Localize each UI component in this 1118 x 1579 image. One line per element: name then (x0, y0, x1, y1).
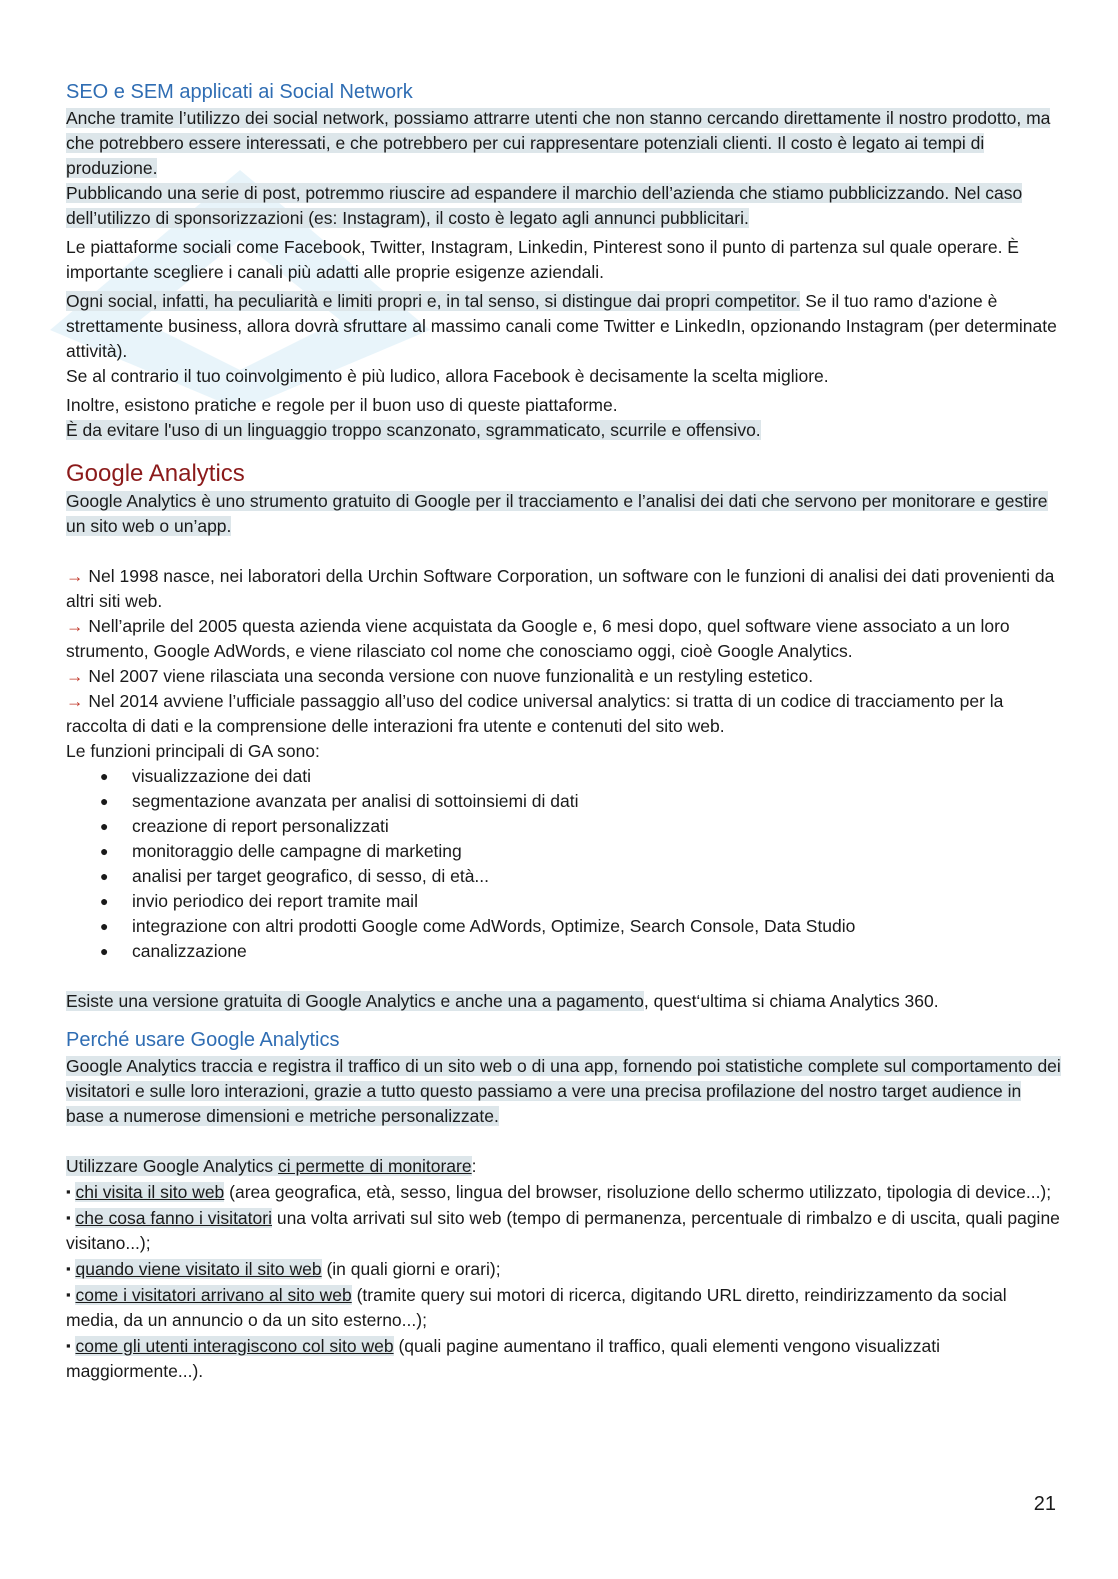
history-item-text: Nel 2014 avviene l’ufficiale passaggio all’uso del codice universal analytics: si tratta di un codice di tracciamento per la raccolta di dati e la comprensione delle interazioni fra utente e contenuti del sito web. (66, 691, 1004, 736)
history-item-text: Nell’aprile del 2005 questa azienda viene acquistata da Google e, 6 mesi dopo, quel software viene associato a un loro strumento, Google AdWords, e viene rilasciato col nome che conosciamo oggi, cioè Google Analytics. (66, 616, 1010, 661)
paragraph-why-ga (66, 1054, 1062, 1129)
history-item (66, 614, 1062, 664)
square-bullet-icon: ▪ (66, 1338, 71, 1353)
section-google-analytics (66, 459, 1062, 1014)
arrow-icon: → (66, 691, 84, 711)
arrow-icon: → (66, 666, 84, 686)
monitor-item (66, 1333, 1062, 1384)
monitor-item-key: come i visitatori arrivano al sito web (75, 1285, 352, 1305)
arrow-icon: → (66, 566, 84, 586)
monitor-item-rest: una volta arrivati sul sito web (tempo di permanenza, percentuale di rimbalzo e di uscita, quali pagine visitano...); (66, 1208, 1060, 1253)
paragraph-rules: Inoltre, esistono pratiche e regole per il buon uso di queste piattaforme. (66, 395, 618, 415)
paragraph-versions-rest: , quest‘ultima si chiama Analytics 360. (643, 991, 939, 1011)
square-bullet-icon: ▪ (66, 1261, 71, 1276)
list-item: ● integrazione con altri prodotti Google come AdWords, Optimize, Search Console, Data Studio (100, 914, 1062, 939)
square-bullet-icon: ▪ (66, 1287, 71, 1302)
page-content (66, 78, 1062, 1384)
monitor-item-key: che cosa fanno i visitatori (75, 1208, 272, 1228)
page-number: 21 (1033, 1493, 1056, 1515)
history-item (66, 664, 1062, 689)
square-bullet-icon: ▪ (66, 1184, 71, 1199)
monitor-item-key: chi visita il sito web (75, 1182, 225, 1202)
monitor-item-key: come gli utenti interagiscono col sito web (75, 1336, 394, 1356)
monitor-item (66, 1205, 1062, 1256)
heading-seo-sem-social: SEO e SEM applicati ai Social Network (66, 81, 413, 103)
monitor-item-key: quando viene visitato il sito web (75, 1259, 322, 1279)
functions-list (66, 764, 1062, 964)
list-item: ● monitoraggio delle campagne di marketing (100, 839, 1062, 864)
square-bullet-icon: ▪ (66, 1210, 71, 1225)
paragraph-post-sponsor (66, 181, 1062, 231)
monitor-item-rest: (tramite query sui motori di ricerca, digitando URL diretto, reindirizzamento da social media, da un annuncio o da un sito esterno...); (66, 1285, 1007, 1330)
paragraph-peculiarities (66, 289, 1062, 364)
paragraph-social-intro: Anche tramite l’utilizzo dei social network, possiamo attrarre utenti che non stanno cercando direttamente il nostro prodotto, ma che potrebbero essere interessati, e che potrebbero per cui rappresentare potenziali clienti. Il costo è legato ai tempi di produzione. (66, 108, 1051, 178)
history-item (66, 564, 1062, 614)
list-item: ● creazione di report personalizzati (100, 814, 1062, 839)
monitor-intro-c: : (471, 1156, 477, 1176)
paragraph-avoid-text: È da evitare l'uso di un linguaggio troppo scanzonato, sgrammaticato, scurrile e offensivo. (66, 420, 761, 440)
paragraph-versions-highlight: Esiste una versione gratuita di Google Analytics e anche una a pagamento (66, 991, 644, 1011)
paragraph-peculiarities-highlight: Ogni social, infatti, ha peculiarità e limiti propri e, in tal senso, si distingue dai propri competitor. (66, 291, 801, 311)
paragraph-post-sponsor-text: Pubblicando una serie di post, potremmo riuscire ad espandere il marchio dell’azienda che stiamo pubblicizzando. Nel caso dell’utilizzo di sponsorizzazioni (es: Instagram), il costo è legato agli annunci pubblicitari. (66, 183, 1023, 228)
monitor-intro-a: Utilizzare Google Analytics (66, 1156, 279, 1176)
arrow-icon: → (66, 616, 84, 636)
section-social-network (66, 78, 1062, 443)
list-item: ● visualizzazione dei dati (100, 764, 1062, 789)
list-item: ● segmentazione avanzata per analisi di sottoinsiemi di dati (100, 789, 1062, 814)
list-item: ● analisi per target geografico, di sesso, di età... (100, 864, 1062, 889)
functions-intro: Le funzioni principali di GA sono: (66, 741, 320, 761)
monitor-item-rest: (quali pagine aumentano il traffico, quali elementi vengono visualizzati maggiormente...). (66, 1336, 940, 1381)
paragraph-facebook: Se al contrario il tuo coinvolgimento è più ludico, allora Facebook è decisamente la scelta migliore. (66, 366, 829, 386)
paragraph-ga-intro (66, 489, 1062, 539)
paragraph-why-ga-text: Google Analytics traccia e registra il traffico di un sito web o di una app, fornendo poi statistiche complete sul comportamento dei visitatori e sulle loro interazioni, grazie a tutto questo passiamo a vere una precisa profilazione del nostro target audience in base a numerose dimensioni e metriche personalizzate. (66, 1056, 1061, 1126)
monitor-item-rest: (in quali giorni e orari); (321, 1259, 501, 1279)
paragraph-monitor-intro (66, 1154, 1062, 1179)
heading-why-ga: Perché usare Google Analytics (66, 1029, 340, 1051)
monitor-item-rest: (area geografica, età, sesso, lingua del browser, risoluzione dello schermo utilizzato, tipologia di device...); (224, 1182, 1052, 1202)
paragraph-peculiarities-rest: Se il tuo ramo d'azione è strettamente business, allora dovrà sfruttare al massimo canali come Twitter e LinkedIn, opzionando Instagram (per determinate attività). (66, 291, 1057, 361)
monitor-item (66, 1256, 1062, 1282)
history-item-text: Nel 1998 nasce, nei laboratori della Urchin Software Corporation, un software con le funzioni di analisi dei dati provenienti da altri siti web. (66, 566, 1055, 611)
history-item-text: Nel 2007 viene rilasciata una seconda versione con nuove funzionalità e un restyling estetico. (88, 666, 814, 686)
list-item: ● canalizzazione (100, 939, 1062, 964)
paragraph-versions (66, 989, 1062, 1014)
monitor-item (66, 1179, 1062, 1205)
list-item: ● invio periodico dei report tramite mail (100, 889, 1062, 914)
paragraph-ga-intro-text: Google Analytics è uno strumento gratuito di Google per il tracciamento e l’analisi dei dati che servono per monitorare e gestire un sito web o un’app. (66, 491, 1048, 536)
history-item (66, 689, 1062, 739)
monitor-item (66, 1282, 1062, 1333)
paragraph-avoid (66, 418, 1062, 443)
monitor-intro-b: ci permette di monitorare (278, 1156, 472, 1176)
heading-google-analytics: Google Analytics (66, 460, 245, 487)
section-why-ga (66, 1026, 1062, 1384)
paragraph-platforms: Le piattaforme sociali come Facebook, Twitter, Instagram, Linkedin, Pinterest sono il punto di partenza sul quale operare. È importante scegliere i canali più adatti alle proprie esigenze aziendali. (66, 237, 1019, 282)
history-list (66, 564, 1062, 739)
